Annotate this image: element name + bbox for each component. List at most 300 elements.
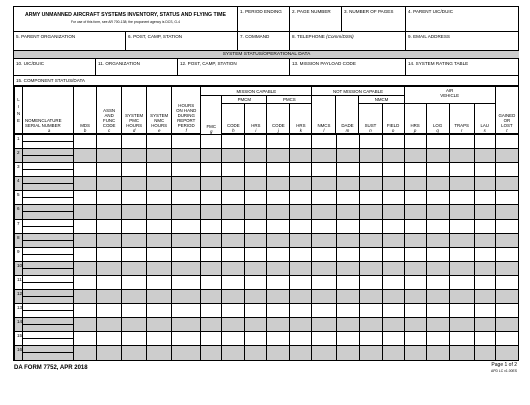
table-cell[interactable] xyxy=(404,163,426,177)
table-cell[interactable] xyxy=(359,135,382,149)
table-cell[interactable] xyxy=(474,191,495,205)
table-cell[interactable] xyxy=(359,205,382,219)
table-cell[interactable] xyxy=(122,205,147,219)
table-cell[interactable] xyxy=(245,177,267,191)
table-cell[interactable] xyxy=(495,346,518,360)
table-cell[interactable] xyxy=(97,191,122,205)
table-cell[interactable] xyxy=(222,318,245,332)
table-cell[interactable] xyxy=(359,177,382,191)
table-cell[interactable] xyxy=(267,261,290,275)
table-cell[interactable] xyxy=(290,290,312,304)
table-cell[interactable] xyxy=(122,247,147,261)
table-cell[interactable] xyxy=(201,304,222,318)
table-cell[interactable] xyxy=(359,191,382,205)
table-cell[interactable] xyxy=(222,261,245,275)
table-cell[interactable] xyxy=(426,149,449,163)
table-cell[interactable] xyxy=(147,290,172,304)
table-cell[interactable] xyxy=(474,332,495,346)
table-cell[interactable] xyxy=(122,304,147,318)
table-cell[interactable] xyxy=(312,290,336,304)
post-camp-station-2-field[interactable] xyxy=(178,59,290,76)
table-cell[interactable] xyxy=(97,163,122,177)
table-cell[interactable] xyxy=(495,290,518,304)
table-cell[interactable] xyxy=(97,332,122,346)
parent-uic-field[interactable] xyxy=(406,7,519,32)
table-cell[interactable] xyxy=(495,135,518,149)
table-cell[interactable] xyxy=(172,163,201,177)
table-cell[interactable] xyxy=(312,304,336,318)
table-cell[interactable] xyxy=(312,275,336,289)
table-cell[interactable] xyxy=(404,135,426,149)
table-cell[interactable] xyxy=(122,275,147,289)
table-cell[interactable] xyxy=(290,261,312,275)
table-cell[interactable] xyxy=(404,261,426,275)
table-cell[interactable] xyxy=(382,275,404,289)
table-cell[interactable] xyxy=(449,163,474,177)
table-cell[interactable] xyxy=(449,149,474,163)
table-cell[interactable] xyxy=(147,219,172,233)
table-cell[interactable] xyxy=(404,275,426,289)
table-cell[interactable] xyxy=(222,332,245,346)
table-cell[interactable] xyxy=(382,177,404,191)
table-cell[interactable] xyxy=(267,247,290,261)
table-cell[interactable] xyxy=(222,275,245,289)
table-cell[interactable] xyxy=(267,332,290,346)
nomenclature-serial-cell[interactable] xyxy=(23,135,74,149)
table-cell[interactable] xyxy=(290,275,312,289)
table-cell[interactable] xyxy=(122,233,147,247)
table-cell[interactable] xyxy=(474,149,495,163)
table-cell[interactable] xyxy=(382,290,404,304)
table-cell[interactable] xyxy=(201,346,222,360)
table-cell[interactable] xyxy=(201,290,222,304)
table-cell[interactable] xyxy=(290,346,312,360)
table-cell[interactable] xyxy=(474,346,495,360)
email-field[interactable] xyxy=(406,32,519,51)
table-cell[interactable] xyxy=(122,149,147,163)
table-cell[interactable] xyxy=(359,247,382,261)
table-cell[interactable] xyxy=(74,318,97,332)
table-cell[interactable] xyxy=(495,163,518,177)
table-cell[interactable] xyxy=(449,135,474,149)
table-cell[interactable] xyxy=(336,332,359,346)
table-cell[interactable] xyxy=(312,135,336,149)
nomenclature-serial-cell[interactable] xyxy=(23,205,74,219)
table-cell[interactable] xyxy=(495,332,518,346)
nomenclature-serial-cell[interactable] xyxy=(23,346,74,360)
table-cell[interactable] xyxy=(382,346,404,360)
table-cell[interactable] xyxy=(147,275,172,289)
table-cell[interactable] xyxy=(359,332,382,346)
table-cell[interactable] xyxy=(201,191,222,205)
table-cell[interactable] xyxy=(382,304,404,318)
table-cell[interactable] xyxy=(222,135,245,149)
table-cell[interactable] xyxy=(97,275,122,289)
table-cell[interactable] xyxy=(222,177,245,191)
mission-payload-code-field[interactable] xyxy=(290,59,406,76)
table-cell[interactable] xyxy=(382,318,404,332)
table-cell[interactable] xyxy=(172,290,201,304)
table-cell[interactable] xyxy=(267,233,290,247)
table-cell[interactable] xyxy=(495,247,518,261)
table-cell[interactable] xyxy=(290,247,312,261)
table-cell[interactable] xyxy=(172,346,201,360)
table-cell[interactable] xyxy=(312,332,336,346)
table-cell[interactable] xyxy=(359,304,382,318)
table-cell[interactable] xyxy=(147,149,172,163)
table-cell[interactable] xyxy=(74,346,97,360)
nomenclature-serial-cell[interactable] xyxy=(23,261,74,275)
table-cell[interactable] xyxy=(426,247,449,261)
table-cell[interactable] xyxy=(495,233,518,247)
table-cell[interactable] xyxy=(267,290,290,304)
table-cell[interactable] xyxy=(426,261,449,275)
table-cell[interactable] xyxy=(201,247,222,261)
table-cell[interactable] xyxy=(74,149,97,163)
table-cell[interactable] xyxy=(290,205,312,219)
table-cell[interactable] xyxy=(474,275,495,289)
table-cell[interactable] xyxy=(172,275,201,289)
table-cell[interactable] xyxy=(336,290,359,304)
table-cell[interactable] xyxy=(474,233,495,247)
table-cell[interactable] xyxy=(97,304,122,318)
nomenclature-serial-cell[interactable] xyxy=(23,177,74,191)
table-cell[interactable] xyxy=(122,346,147,360)
table-cell[interactable] xyxy=(290,233,312,247)
table-cell[interactable] xyxy=(404,247,426,261)
table-cell[interactable] xyxy=(426,205,449,219)
table-cell[interactable] xyxy=(222,346,245,360)
table-cell[interactable] xyxy=(382,191,404,205)
table-cell[interactable] xyxy=(201,163,222,177)
table-cell[interactable] xyxy=(147,261,172,275)
table-cell[interactable] xyxy=(97,318,122,332)
table-cell[interactable] xyxy=(336,163,359,177)
table-cell[interactable] xyxy=(426,290,449,304)
table-cell[interactable] xyxy=(245,346,267,360)
table-cell[interactable] xyxy=(97,233,122,247)
table-cell[interactable] xyxy=(404,290,426,304)
table-cell[interactable] xyxy=(336,304,359,318)
table-cell[interactable] xyxy=(382,332,404,346)
table-cell[interactable] xyxy=(74,135,97,149)
table-cell[interactable] xyxy=(245,135,267,149)
table-cell[interactable] xyxy=(172,261,201,275)
table-cell[interactable] xyxy=(495,275,518,289)
table-cell[interactable] xyxy=(172,219,201,233)
table-cell[interactable] xyxy=(426,332,449,346)
table-cell[interactable] xyxy=(474,304,495,318)
table-cell[interactable] xyxy=(495,318,518,332)
table-cell[interactable] xyxy=(312,149,336,163)
table-cell[interactable] xyxy=(222,233,245,247)
table-cell[interactable] xyxy=(201,233,222,247)
table-cell[interactable] xyxy=(382,247,404,261)
nomenclature-serial-cell[interactable] xyxy=(23,247,74,261)
table-cell[interactable] xyxy=(359,275,382,289)
table-cell[interactable] xyxy=(449,346,474,360)
table-cell[interactable] xyxy=(404,304,426,318)
table-cell[interactable] xyxy=(449,261,474,275)
table-cell[interactable] xyxy=(449,247,474,261)
table-cell[interactable] xyxy=(404,346,426,360)
table-cell[interactable] xyxy=(312,318,336,332)
table-cell[interactable] xyxy=(245,219,267,233)
table-cell[interactable] xyxy=(97,149,122,163)
table-cell[interactable] xyxy=(404,233,426,247)
table-cell[interactable] xyxy=(474,135,495,149)
table-cell[interactable] xyxy=(495,219,518,233)
nomenclature-serial-cell[interactable] xyxy=(23,290,74,304)
table-cell[interactable] xyxy=(201,275,222,289)
table-cell[interactable] xyxy=(172,205,201,219)
table-cell[interactable] xyxy=(222,191,245,205)
table-cell[interactable] xyxy=(336,149,359,163)
table-cell[interactable] xyxy=(474,163,495,177)
table-cell[interactable] xyxy=(382,135,404,149)
command-field[interactable] xyxy=(238,32,290,51)
nomenclature-serial-cell[interactable] xyxy=(23,275,74,289)
table-cell[interactable] xyxy=(74,261,97,275)
table-cell[interactable] xyxy=(97,247,122,261)
table-cell[interactable] xyxy=(474,247,495,261)
table-cell[interactable] xyxy=(290,177,312,191)
table-cell[interactable] xyxy=(267,191,290,205)
table-cell[interactable] xyxy=(474,177,495,191)
table-cell[interactable] xyxy=(426,233,449,247)
table-cell[interactable] xyxy=(312,177,336,191)
table-cell[interactable] xyxy=(336,275,359,289)
table-cell[interactable] xyxy=(245,304,267,318)
table-cell[interactable] xyxy=(426,304,449,318)
table-cell[interactable] xyxy=(404,149,426,163)
table-cell[interactable] xyxy=(201,318,222,332)
table-cell[interactable] xyxy=(201,205,222,219)
table-cell[interactable] xyxy=(449,290,474,304)
table-cell[interactable] xyxy=(426,191,449,205)
table-cell[interactable] xyxy=(495,205,518,219)
table-cell[interactable] xyxy=(449,233,474,247)
table-cell[interactable] xyxy=(267,219,290,233)
table-cell[interactable] xyxy=(147,247,172,261)
table-cell[interactable] xyxy=(336,346,359,360)
post-camp-station-field[interactable] xyxy=(126,32,238,51)
table-cell[interactable] xyxy=(495,149,518,163)
table-cell[interactable] xyxy=(382,205,404,219)
table-cell[interactable] xyxy=(312,163,336,177)
table-cell[interactable] xyxy=(312,191,336,205)
period-ending-field[interactable] xyxy=(238,7,290,32)
table-cell[interactable] xyxy=(382,149,404,163)
table-cell[interactable] xyxy=(97,177,122,191)
table-cell[interactable] xyxy=(336,135,359,149)
table-cell[interactable] xyxy=(426,163,449,177)
number-of-pages-field[interactable] xyxy=(342,7,406,32)
table-cell[interactable] xyxy=(122,191,147,205)
table-cell[interactable] xyxy=(201,261,222,275)
table-cell[interactable] xyxy=(336,205,359,219)
table-cell[interactable] xyxy=(122,135,147,149)
table-cell[interactable] xyxy=(290,149,312,163)
table-cell[interactable] xyxy=(97,290,122,304)
table-cell[interactable] xyxy=(97,135,122,149)
table-cell[interactable] xyxy=(222,149,245,163)
table-cell[interactable] xyxy=(97,219,122,233)
table-cell[interactable] xyxy=(474,290,495,304)
table-cell[interactable] xyxy=(147,163,172,177)
table-cell[interactable] xyxy=(495,177,518,191)
table-cell[interactable] xyxy=(245,247,267,261)
table-cell[interactable] xyxy=(495,304,518,318)
table-cell[interactable] xyxy=(426,177,449,191)
table-cell[interactable] xyxy=(222,304,245,318)
table-cell[interactable] xyxy=(74,177,97,191)
table-cell[interactable] xyxy=(474,318,495,332)
table-cell[interactable] xyxy=(245,290,267,304)
table-cell[interactable] xyxy=(172,304,201,318)
table-cell[interactable] xyxy=(222,290,245,304)
nomenclature-serial-cell[interactable] xyxy=(23,149,74,163)
table-cell[interactable] xyxy=(474,261,495,275)
table-cell[interactable] xyxy=(312,219,336,233)
table-cell[interactable] xyxy=(245,275,267,289)
table-cell[interactable] xyxy=(267,135,290,149)
table-cell[interactable] xyxy=(172,332,201,346)
table-cell[interactable] xyxy=(172,177,201,191)
nomenclature-serial-cell[interactable] xyxy=(23,304,74,318)
table-cell[interactable] xyxy=(147,191,172,205)
nomenclature-serial-cell[interactable] xyxy=(23,163,74,177)
table-cell[interactable] xyxy=(359,219,382,233)
table-cell[interactable] xyxy=(336,318,359,332)
table-cell[interactable] xyxy=(359,149,382,163)
table-cell[interactable] xyxy=(290,304,312,318)
table-cell[interactable] xyxy=(122,318,147,332)
organization-field[interactable] xyxy=(96,59,178,76)
nomenclature-serial-cell[interactable] xyxy=(23,191,74,205)
table-cell[interactable] xyxy=(122,219,147,233)
table-cell[interactable] xyxy=(172,233,201,247)
table-cell[interactable] xyxy=(172,149,201,163)
table-cell[interactable] xyxy=(245,332,267,346)
table-cell[interactable] xyxy=(245,149,267,163)
table-cell[interactable] xyxy=(382,233,404,247)
table-cell[interactable] xyxy=(336,191,359,205)
table-cell[interactable] xyxy=(404,219,426,233)
table-cell[interactable] xyxy=(336,233,359,247)
nomenclature-serial-cell[interactable] xyxy=(23,318,74,332)
table-cell[interactable] xyxy=(359,261,382,275)
table-cell[interactable] xyxy=(495,261,518,275)
table-cell[interactable] xyxy=(222,219,245,233)
table-cell[interactable] xyxy=(97,261,122,275)
table-cell[interactable] xyxy=(404,205,426,219)
table-cell[interactable] xyxy=(74,219,97,233)
table-cell[interactable] xyxy=(290,135,312,149)
table-cell[interactable] xyxy=(404,177,426,191)
table-cell[interactable] xyxy=(267,304,290,318)
page-number-field[interactable] xyxy=(290,7,342,32)
table-cell[interactable] xyxy=(426,275,449,289)
table-cell[interactable] xyxy=(201,219,222,233)
table-cell[interactable] xyxy=(290,191,312,205)
table-cell[interactable] xyxy=(172,318,201,332)
table-cell[interactable] xyxy=(382,163,404,177)
table-cell[interactable] xyxy=(97,346,122,360)
table-cell[interactable] xyxy=(74,304,97,318)
table-cell[interactable] xyxy=(201,135,222,149)
table-cell[interactable] xyxy=(172,135,201,149)
table-cell[interactable] xyxy=(267,318,290,332)
table-cell[interactable] xyxy=(449,318,474,332)
table-cell[interactable] xyxy=(474,205,495,219)
table-cell[interactable] xyxy=(245,205,267,219)
table-cell[interactable] xyxy=(312,205,336,219)
table-cell[interactable] xyxy=(336,247,359,261)
table-cell[interactable] xyxy=(122,177,147,191)
table-cell[interactable] xyxy=(122,163,147,177)
table-cell[interactable] xyxy=(426,219,449,233)
table-cell[interactable] xyxy=(201,177,222,191)
table-cell[interactable] xyxy=(147,177,172,191)
nomenclature-serial-cell[interactable] xyxy=(23,219,74,233)
table-cell[interactable] xyxy=(404,318,426,332)
table-cell[interactable] xyxy=(312,233,336,247)
table-cell[interactable] xyxy=(312,261,336,275)
table-cell[interactable] xyxy=(147,205,172,219)
table-cell[interactable] xyxy=(449,219,474,233)
table-cell[interactable] xyxy=(74,332,97,346)
table-cell[interactable] xyxy=(74,247,97,261)
table-cell[interactable] xyxy=(404,332,426,346)
table-cell[interactable] xyxy=(290,219,312,233)
table-cell[interactable] xyxy=(449,191,474,205)
table-cell[interactable] xyxy=(122,290,147,304)
table-cell[interactable] xyxy=(147,135,172,149)
table-cell[interactable] xyxy=(74,205,97,219)
table-cell[interactable] xyxy=(449,177,474,191)
table-cell[interactable] xyxy=(359,233,382,247)
table-cell[interactable] xyxy=(201,332,222,346)
table-cell[interactable] xyxy=(245,261,267,275)
table-cell[interactable] xyxy=(267,205,290,219)
table-cell[interactable] xyxy=(74,275,97,289)
table-cell[interactable] xyxy=(449,304,474,318)
table-cell[interactable] xyxy=(336,261,359,275)
parent-organization-field[interactable] xyxy=(14,32,126,51)
table-cell[interactable] xyxy=(222,247,245,261)
table-cell[interactable] xyxy=(359,290,382,304)
table-cell[interactable] xyxy=(74,163,97,177)
table-cell[interactable] xyxy=(201,149,222,163)
table-cell[interactable] xyxy=(147,332,172,346)
table-cell[interactable] xyxy=(172,247,201,261)
table-cell[interactable] xyxy=(449,205,474,219)
table-cell[interactable] xyxy=(312,247,336,261)
table-cell[interactable] xyxy=(267,275,290,289)
table-cell[interactable] xyxy=(382,219,404,233)
table-cell[interactable] xyxy=(267,149,290,163)
table-cell[interactable] xyxy=(336,219,359,233)
table-cell[interactable] xyxy=(382,261,404,275)
table-cell[interactable] xyxy=(267,177,290,191)
table-cell[interactable] xyxy=(147,318,172,332)
table-cell[interactable] xyxy=(122,261,147,275)
table-cell[interactable] xyxy=(222,205,245,219)
table-cell[interactable] xyxy=(267,163,290,177)
table-cell[interactable] xyxy=(312,346,336,360)
nomenclature-serial-cell[interactable] xyxy=(23,233,74,247)
